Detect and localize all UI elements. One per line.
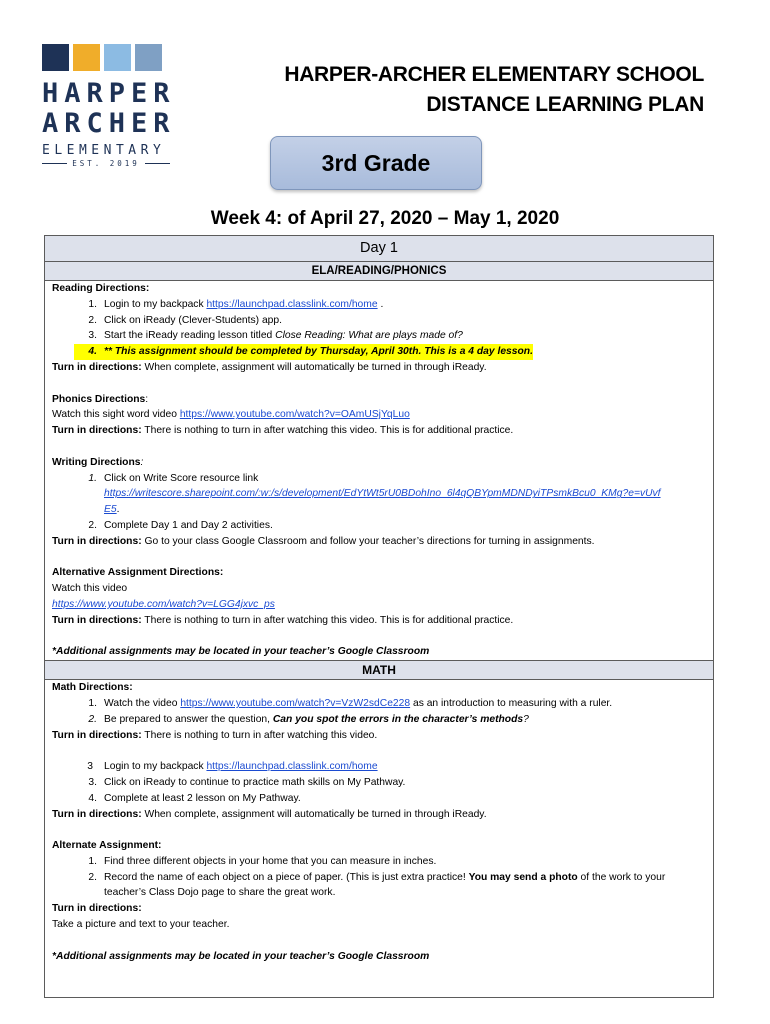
logo-square-steelblue [135, 44, 162, 71]
math-item-3 [52, 759, 706, 775]
ela-section [45, 281, 713, 660]
math-section-header: MATH [45, 660, 713, 680]
school-name: HARPER-ARCHER ELEMENTARY SCHOOL [284, 63, 704, 86]
writing-item-text: Click on Write Score resource link [104, 472, 259, 484]
list-number: 4. [74, 344, 97, 360]
ruler-video-link[interactable]: https://www.youtube.com/watch?v=VzW2sdCe228 [180, 697, 411, 709]
turn-in-label: Turn in directions: [52, 361, 142, 373]
alternate-item-text: Record the name of each object on a piece of paper. (This is just extra practice! [104, 871, 469, 883]
turn-in-label: Turn in directions: [52, 729, 142, 741]
logo-square-navy [42, 44, 69, 71]
math-item-2 [52, 712, 706, 728]
alternate-assignment-heading: Alternate Assignment: [52, 840, 162, 852]
writing-item-1 [52, 471, 706, 487]
classlink-link-math[interactable]: https://launchpad.classlink.com/home [206, 761, 378, 773]
list-number: 1. [88, 298, 97, 310]
phonics-heading-colon: : [145, 393, 149, 405]
alternate-item-text: Find three different objects in your home that you can measure in inches. [104, 855, 437, 867]
reading-item-suffix: . [377, 298, 384, 310]
logo-word-archer: ARCHER [42, 108, 176, 139]
lesson-table [44, 235, 714, 998]
math-item-suffix: as an introduction to measuring with a ruler. [410, 697, 613, 709]
reading-item-text: Login to my backpack [104, 298, 207, 310]
turn-in-text: Go to your class Google Classroom and follow your teacher’s directions for turning in assignments. [141, 535, 595, 547]
writing-turn-in [52, 534, 706, 550]
math-question-mark: ? [523, 713, 529, 725]
math-item-text: Be prepared to answer the question, [104, 713, 273, 725]
phonics-directions-heading [52, 392, 706, 408]
phonics-video-line [52, 407, 706, 423]
writescore-link-row [52, 486, 664, 518]
reading-item-3 [52, 328, 706, 344]
list-number: 2. [88, 713, 97, 725]
turn-in-label: Turn in directions: [52, 535, 142, 547]
logo-squares [42, 44, 170, 71]
math-item-text: Login to my backpack [104, 761, 207, 773]
writing-item-2 [52, 518, 706, 534]
logo-word-elementary: ELEMENTARY [42, 143, 166, 158]
turn-in-text: When complete, assignment will automatically be turned in through iReady. [141, 808, 487, 820]
turn-in-label: Turn in directions: [52, 425, 142, 437]
phonics-turn-in [52, 423, 706, 439]
alternate-turn-in-label: Turn in directions: [52, 903, 142, 915]
list-number: 1. [88, 472, 97, 484]
list-number: 4. [88, 792, 97, 804]
turn-in-text: When complete, assignment will automatically be turned in through iReady. [141, 361, 487, 373]
math-additional-note: *Additional assignments may be located in your teacher’s Google Classroom [52, 950, 430, 962]
turn-in-text: There is nothing to turn in after watching this video. This is for additional practice. [141, 425, 514, 437]
turn-in-label: Turn in directions: [52, 614, 142, 626]
logo-established: EST. 2019 [72, 159, 140, 168]
lesson-title: Close Reading: What are plays made of? [275, 330, 463, 342]
alternate-item-suffix: of the work to your teacher’s Class Dojo page to share the great work. [104, 871, 666, 899]
ela-section-header: ELA/READING/PHONICS [45, 262, 713, 281]
page-header [284, 60, 704, 120]
alternate-turn-in-text: Take a picture and text to your teacher. [52, 919, 230, 931]
math-item-text: Complete at least 2 lesson on My Pathway. [104, 792, 301, 804]
phonics-heading-text: Phonics Directions [52, 393, 146, 405]
list-number: 1. [88, 697, 97, 709]
math-item-4 [52, 775, 706, 791]
turn-in-text: There is nothing to turn in after watching this video. [141, 729, 378, 741]
math-turn-in-1 [52, 728, 706, 744]
ela-additional-note: *Additional assignments may be located in your teacher’s Google Classroom [52, 646, 430, 658]
classlink-link[interactable]: https://launchpad.classlink.com/home [206, 298, 378, 310]
week-title: Week 4: of April 27, 2020 – May 1, 2020 [210, 208, 560, 229]
logo-est-row [42, 159, 170, 168]
list-number: 3 [87, 761, 93, 773]
phonics-text: Watch this sight word video [52, 409, 180, 421]
math-turn-in-2 [52, 807, 706, 823]
reading-item-4-deadline [52, 344, 706, 360]
logo-word-harper: HARPER [42, 78, 176, 109]
math-item-1 [52, 696, 706, 712]
writescore-link[interactable]: https://writescore.sharepoint.com/:w:/s/development/EdYtWt5rU0BDohIno_6l4qQBYpmMDNDyiTPsmkBcu0_KMg?e=vUvfE5 [104, 488, 661, 516]
list-number: 2. [88, 871, 97, 883]
alternative-directions-heading: Alternative Assignment Directions: [52, 567, 224, 579]
reading-item-1 [52, 297, 706, 313]
reading-item-2 [52, 313, 706, 329]
turn-in-label: Turn in directions: [52, 808, 142, 820]
school-logo [42, 44, 176, 180]
logo-square-lightblue [104, 44, 131, 71]
writing-item-text: Complete Day 1 and Day 2 activities. [104, 519, 273, 531]
alternate-item-1 [52, 854, 706, 870]
math-item-5 [52, 791, 706, 807]
list-number: 1. [88, 855, 97, 867]
logo-rule-left [42, 163, 67, 164]
turn-in-text: There is nothing to turn in after watching this video. This is for additional practice. [141, 614, 514, 626]
reading-item-text: Start the iReady reading lesson titled [104, 330, 276, 342]
math-question: Can you spot the errors in the character’s methods [272, 713, 524, 725]
alternate-item-2 [52, 870, 706, 902]
reading-item-text: Click on iReady (Clever-Students) app. [104, 314, 282, 326]
math-directions-heading: Math Directions: [52, 682, 133, 694]
send-photo-emphasis: You may send a photo [468, 871, 578, 883]
alternative-text: Watch this video [52, 583, 128, 595]
writescore-link-period: . [116, 504, 120, 516]
day-header: Day 1 [45, 236, 713, 262]
list-number: 3. [88, 776, 97, 788]
reading-directions-heading: Reading Directions: [52, 283, 150, 294]
writing-directions-heading [52, 455, 706, 471]
phonics-video-link[interactable]: https://www.youtube.com/watch?v=OAmUSjYqLuo [179, 409, 410, 421]
logo-square-gold [73, 44, 100, 71]
list-number: 2. [88, 314, 97, 326]
grade-banner: 3rd Grade [270, 136, 482, 190]
logo-rule-right [145, 163, 170, 164]
list-number: 2. [88, 519, 97, 531]
writing-heading-text: Writing Directions [52, 456, 141, 468]
list-number: 3. [88, 330, 97, 342]
plan-title: DISTANCE LEARNING PLAN [426, 93, 704, 116]
deadline-note: ** This assignment should be completed by Thursday, April 30th. This is a 4 day lesson. [97, 344, 533, 360]
math-item-text: Watch the video [104, 697, 181, 709]
math-section [45, 680, 713, 964]
alternative-video-link[interactable]: https://www.youtube.com/watch?v=LGG4jxvc_ps [52, 598, 275, 610]
reading-turn-in [52, 360, 706, 376]
writing-heading-colon: : [140, 456, 144, 468]
math-item-text: Click on iReady to continue to practice math skills on My Pathway. [104, 776, 406, 788]
alternative-turn-in [52, 613, 706, 629]
